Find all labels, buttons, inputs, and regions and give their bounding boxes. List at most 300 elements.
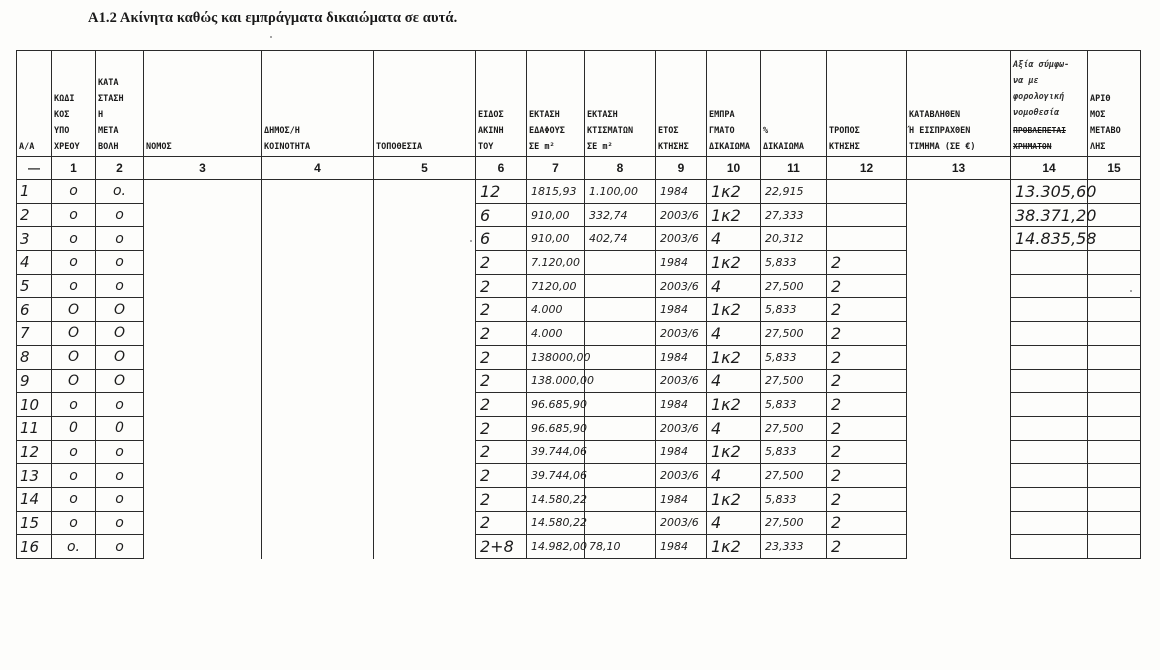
header-line: ΕΔΑΦΟΥΣ <box>529 126 565 136</box>
cell-ektasi-edafous: 96.685,90 <box>527 393 585 417</box>
header-line: ΚΟΙΝΟΤΗΤΑ <box>264 142 311 152</box>
cell-ektasi-ktismaton <box>585 369 656 393</box>
header-line: ΝΟΜΟΣ <box>146 142 172 152</box>
cell-ektasi-ktismaton: 402,74 <box>585 227 656 251</box>
cell-topothesia <box>374 298 476 322</box>
cell-axia: 13.305,60 <box>1011 180 1088 204</box>
cell-tropos <box>827 227 907 251</box>
column-number: 14 <box>1011 157 1088 180</box>
cell-topothesia <box>374 274 476 298</box>
cell-eidos: 6 <box>476 203 527 227</box>
cell-eidos: 2 <box>476 511 527 535</box>
cell-kodikos: o <box>52 251 96 275</box>
cell-kodikos: o <box>52 227 96 251</box>
cell-arithmos <box>1088 393 1141 417</box>
cell-ektasi-ktismaton <box>585 345 656 369</box>
cell-ektasi-ktismaton <box>585 251 656 275</box>
cell-katastasi: o <box>96 227 144 251</box>
cell-topothesia <box>374 203 476 227</box>
table-row <box>17 322 1141 346</box>
header-kodikos <box>52 51 96 157</box>
header-nomos <box>144 51 262 157</box>
header-line: ΚΤΙΣΜΑΤΩΝ <box>587 126 634 136</box>
cell-aa: 13 <box>17 464 52 488</box>
cell-pososto: 27,500 <box>761 322 827 346</box>
header-arithmos <box>1088 51 1141 157</box>
cell-aa: 9 <box>17 369 52 393</box>
cell-eidos: 2 <box>476 393 527 417</box>
header-ektasi-ktismaton <box>585 51 656 157</box>
header-line: ΜΟΣ <box>1090 110 1106 120</box>
cell-timima <box>907 487 1011 511</box>
column-number: — <box>17 157 52 180</box>
cell-empragmato: 1κ2 <box>707 203 761 227</box>
cell-etos: 1984 <box>656 298 707 322</box>
cell-timima <box>907 274 1011 298</box>
cell-topothesia <box>374 464 476 488</box>
cell-kodikos: o <box>52 203 96 227</box>
table-row <box>17 227 1141 251</box>
cell-katastasi: o <box>96 535 144 559</box>
cell-dimos <box>262 274 374 298</box>
header-line: ΕΚΤΑΣΗ <box>587 110 618 120</box>
cell-axia <box>1011 345 1088 369</box>
table-row <box>17 511 1141 535</box>
header-line: ΚΩΔΙ <box>54 94 75 104</box>
cell-arithmos <box>1088 416 1141 440</box>
cell-ektasi-ktismaton <box>585 322 656 346</box>
cell-tropos: 2 <box>827 440 907 464</box>
cell-aa: 11 <box>17 416 52 440</box>
column-number: 13 <box>907 157 1011 180</box>
header-handwritten-line: να με <box>1013 76 1039 86</box>
cell-ektasi-edafous: 1815,93 <box>527 180 585 204</box>
header-empragmato <box>707 51 761 157</box>
cell-topothesia <box>374 511 476 535</box>
cell-tropos: 2 <box>827 274 907 298</box>
cell-axia <box>1011 298 1088 322</box>
column-number: 5 <box>374 157 476 180</box>
cell-topothesia <box>374 369 476 393</box>
cell-timima <box>907 345 1011 369</box>
table-row <box>17 369 1141 393</box>
column-number: 9 <box>656 157 707 180</box>
header-aa <box>17 51 52 157</box>
cell-ektasi-edafous: 39.744,06 <box>527 464 585 488</box>
cell-eidos: 2+8 <box>476 535 527 559</box>
cell-tropos: 2 <box>827 345 907 369</box>
cell-nomos <box>144 393 262 417</box>
header-line: ΧΡΕΟΥ <box>54 142 80 152</box>
cell-aa: 12 <box>17 440 52 464</box>
header-line: ΚΟΣ <box>54 110 70 120</box>
cell-katastasi: 0 <box>96 416 144 440</box>
cell-aa: 10 <box>17 393 52 417</box>
cell-tropos: 2 <box>827 251 907 275</box>
cell-timima <box>907 416 1011 440</box>
cell-timima <box>907 180 1011 204</box>
cell-arithmos <box>1088 274 1141 298</box>
cell-ektasi-edafous: 138000,00 <box>527 345 585 369</box>
cell-ektasi-edafous: 7120,00 <box>527 274 585 298</box>
header-line: ΕΚΤΑΣΗ <box>529 110 560 120</box>
cell-ektasi-edafous: 910,00 <box>527 203 585 227</box>
cell-etos: 1984 <box>656 487 707 511</box>
cell-tropos: 2 <box>827 487 907 511</box>
cell-axia: 14.835,58 <box>1011 227 1088 251</box>
cell-topothesia <box>374 180 476 204</box>
header-line: Α/Α <box>19 142 35 152</box>
cell-pososto: 5,833 <box>761 298 827 322</box>
cell-tropos: 2 <box>827 464 907 488</box>
header-line: ΔΙΚΑΙΩΜΑ <box>709 142 750 152</box>
cell-pososto: 20,312 <box>761 227 827 251</box>
header-line: ΕΙΔΟΣ <box>478 110 504 120</box>
cell-ektasi-ktismaton: 1.100,00 <box>585 180 656 204</box>
cell-axia <box>1011 440 1088 464</box>
cell-eidos: 2 <box>476 345 527 369</box>
cell-etos: 2003/6 <box>656 274 707 298</box>
column-number: 3 <box>144 157 262 180</box>
cell-axia <box>1011 416 1088 440</box>
cell-tropos: 2 <box>827 322 907 346</box>
cell-aa: 4 <box>17 251 52 275</box>
cell-pososto: 22,915 <box>761 180 827 204</box>
table-row <box>17 416 1141 440</box>
header-eidos <box>476 51 527 157</box>
cell-eidos: 2 <box>476 322 527 346</box>
cell-ektasi-ktismaton <box>585 487 656 511</box>
column-number: 8 <box>585 157 656 180</box>
cell-etos: 2003/6 <box>656 369 707 393</box>
cell-katastasi: O <box>96 369 144 393</box>
column-number: 7 <box>527 157 585 180</box>
cell-nomos <box>144 345 262 369</box>
cell-ektasi-edafous: 39.744,06 <box>527 440 585 464</box>
header-line: ΒΟΛΗ <box>98 142 119 152</box>
cell-eidos: 2 <box>476 251 527 275</box>
cell-pososto: 5,833 <box>761 440 827 464</box>
header-dimos <box>262 51 374 157</box>
cell-kodikos: O <box>52 345 96 369</box>
cell-nomos <box>144 535 262 559</box>
scan-speck <box>270 36 272 38</box>
column-number: 6 <box>476 157 527 180</box>
cell-nomos <box>144 251 262 275</box>
header-line: ΓΜΑΤΟ <box>709 126 735 136</box>
table-row <box>17 203 1141 227</box>
table-row <box>17 251 1141 275</box>
cell-timima <box>907 298 1011 322</box>
cell-eidos: 12 <box>476 180 527 204</box>
cell-katastasi: o <box>96 464 144 488</box>
cell-dimos <box>262 487 374 511</box>
cell-pososto: 27,500 <box>761 511 827 535</box>
column-number: 11 <box>761 157 827 180</box>
cell-dimos <box>262 440 374 464</box>
cell-arithmos <box>1088 464 1141 488</box>
cell-axia <box>1011 393 1088 417</box>
header-line: ΥΠΟ <box>54 126 70 136</box>
table-row <box>17 274 1141 298</box>
header-line: ΕΤΟΣ <box>658 126 679 136</box>
cell-aa: 2 <box>17 203 52 227</box>
cell-nomos <box>144 511 262 535</box>
cell-pososto: 5,833 <box>761 345 827 369</box>
cell-topothesia <box>374 227 476 251</box>
cell-nomos <box>144 180 262 204</box>
header-axia <box>1011 51 1088 157</box>
cell-ektasi-ktismaton <box>585 464 656 488</box>
cell-aa: 7 <box>17 322 52 346</box>
cell-empragmato: 1κ2 <box>707 251 761 275</box>
cell-empragmato: 4 <box>707 464 761 488</box>
cell-kodikos: o <box>52 487 96 511</box>
header-line: ΚΑΤΑ <box>98 78 119 88</box>
header-line: ΛΗΣ <box>1090 142 1106 152</box>
cell-nomos <box>144 322 262 346</box>
cell-ektasi-ktismaton <box>585 298 656 322</box>
header-row <box>17 51 1141 157</box>
cell-dimos <box>262 180 374 204</box>
cell-tropos: 2 <box>827 393 907 417</box>
cell-axia: 38.371,20 <box>1011 203 1088 227</box>
cell-kodikos: o <box>52 440 96 464</box>
table-body <box>17 180 1141 559</box>
cell-katastasi: o. <box>96 180 144 204</box>
cell-etos: 1984 <box>656 440 707 464</box>
cell-empragmato: 4 <box>707 416 761 440</box>
cell-pososto: 27,500 <box>761 369 827 393</box>
header-line: ΤΡΟΠΟΣ <box>829 126 860 136</box>
cell-dimos <box>262 535 374 559</box>
cell-timima <box>907 393 1011 417</box>
cell-topothesia <box>374 393 476 417</box>
cell-aa: 16 <box>17 535 52 559</box>
header-line: ΜΕΤΑΒΟ <box>1090 126 1121 136</box>
header-pososto <box>761 51 827 157</box>
header-line: ΤΙΜΗΜΑ (ΣΕ €) <box>909 142 976 152</box>
assets-table <box>16 50 1141 559</box>
cell-eidos: 2 <box>476 369 527 393</box>
column-number: 15 <box>1088 157 1141 180</box>
cell-eidos: 2 <box>476 274 527 298</box>
table-row <box>17 487 1141 511</box>
cell-axia <box>1011 251 1088 275</box>
cell-topothesia <box>374 535 476 559</box>
cell-kodikos: o <box>52 511 96 535</box>
column-number: 12 <box>827 157 907 180</box>
cell-kodikos: o. <box>52 535 96 559</box>
table-row <box>17 298 1141 322</box>
header-handwritten-line: Αξία σύμφω- <box>1013 60 1070 70</box>
cell-empragmato: 1κ2 <box>707 487 761 511</box>
cell-katastasi: o <box>96 393 144 417</box>
cell-ektasi-ktismaton <box>585 274 656 298</box>
header-topothesia <box>374 51 476 157</box>
header-ektasi-edafous <box>527 51 585 157</box>
table-row <box>17 535 1141 559</box>
cell-aa: 5 <box>17 274 52 298</box>
header-timima <box>907 51 1011 157</box>
cell-ektasi-edafous: 4.000 <box>527 322 585 346</box>
cell-ektasi-ktismaton <box>585 440 656 464</box>
cell-eidos: 2 <box>476 464 527 488</box>
cell-axia <box>1011 322 1088 346</box>
scan-speck <box>1130 290 1132 292</box>
cell-empragmato: 1κ2 <box>707 180 761 204</box>
cell-arithmos <box>1088 251 1141 275</box>
cell-timima <box>907 464 1011 488</box>
cell-eidos: 2 <box>476 487 527 511</box>
table-row <box>17 393 1141 417</box>
cell-tropos: 2 <box>827 511 907 535</box>
cell-aa: 3 <box>17 227 52 251</box>
scan-speck <box>470 240 472 242</box>
cell-dimos <box>262 416 374 440</box>
cell-topothesia <box>374 345 476 369</box>
cell-axia <box>1011 274 1088 298</box>
cell-kodikos: o <box>52 393 96 417</box>
cell-empragmato: 4 <box>707 511 761 535</box>
cell-ektasi-edafous: 910,00 <box>527 227 585 251</box>
cell-dimos <box>262 345 374 369</box>
cell-pososto: 27,333 <box>761 203 827 227</box>
cell-dimos <box>262 203 374 227</box>
cell-kodikos: O <box>52 298 96 322</box>
header-line: ΔΗΜΟΣ/Η <box>264 126 300 136</box>
cell-etos: 2003/6 <box>656 416 707 440</box>
header-line: ΚΤΗΣΗΣ <box>829 142 860 152</box>
header-line: ΑΡΙΘ <box>1090 94 1111 104</box>
cell-pososto: 5,833 <box>761 487 827 511</box>
cell-topothesia <box>374 322 476 346</box>
cell-timima <box>907 322 1011 346</box>
cell-timima <box>907 369 1011 393</box>
cell-etos: 2003/6 <box>656 464 707 488</box>
cell-ektasi-ktismaton <box>585 511 656 535</box>
header-struck-text: ΠΡΟΒΛΕΠΕΤΑΙ ΧΡΗΜΑΤΟΝ <box>1013 126 1066 151</box>
cell-kodikos: O <box>52 369 96 393</box>
header-line: ΤΟΥ <box>478 142 494 152</box>
cell-katastasi: o <box>96 251 144 275</box>
column-number: 1 <box>52 157 96 180</box>
cell-etos: 2003/6 <box>656 322 707 346</box>
cell-dimos <box>262 393 374 417</box>
cell-aa: 15 <box>17 511 52 535</box>
cell-ektasi-edafous: 7.120,00 <box>527 251 585 275</box>
header-line: ΣΕ m² <box>529 142 555 152</box>
cell-etos: 1984 <box>656 251 707 275</box>
cell-timima <box>907 227 1011 251</box>
cell-arithmos <box>1088 535 1141 559</box>
cell-ektasi-ktismaton: 332,74 <box>585 203 656 227</box>
cell-arithmos <box>1088 345 1141 369</box>
cell-dimos <box>262 369 374 393</box>
cell-ektasi-edafous: 14.580,22 <box>527 487 585 511</box>
cell-etos: 1984 <box>656 393 707 417</box>
cell-kodikos: o <box>52 180 96 204</box>
header-line: Ή ΕΙΣΠΡΑΧΘΕΝ <box>909 126 971 136</box>
cell-katastasi: O <box>96 298 144 322</box>
cell-empragmato: 1κ2 <box>707 440 761 464</box>
cell-empragmato: 4 <box>707 274 761 298</box>
cell-dimos <box>262 322 374 346</box>
cell-timima <box>907 440 1011 464</box>
cell-timima <box>907 251 1011 275</box>
cell-ektasi-edafous: 96.685,90 <box>527 416 585 440</box>
cell-aa: 8 <box>17 345 52 369</box>
column-number: 10 <box>707 157 761 180</box>
cell-dimos <box>262 227 374 251</box>
cell-ektasi-edafous: 14.982,00 <box>527 535 585 559</box>
cell-tropos <box>827 203 907 227</box>
cell-timima <box>907 511 1011 535</box>
cell-katastasi: o <box>96 274 144 298</box>
cell-arithmos <box>1088 298 1141 322</box>
cell-nomos <box>144 203 262 227</box>
header-line: Η <box>98 110 104 120</box>
column-number: 4 <box>262 157 374 180</box>
cell-empragmato: 1κ2 <box>707 535 761 559</box>
cell-etos: 2003/6 <box>656 511 707 535</box>
cell-pososto: 5,833 <box>761 393 827 417</box>
header-line: ΣΤΑΣΗ <box>98 94 124 104</box>
header-line: ΔΙΚΑΙΩΜΑ <box>763 142 804 152</box>
cell-ektasi-edafous: 14.580,22 <box>527 511 585 535</box>
cell-ektasi-ktismaton <box>585 393 656 417</box>
cell-ektasi-ktismaton: 78,10 <box>585 535 656 559</box>
cell-empragmato: 1κ2 <box>707 298 761 322</box>
cell-katastasi: O <box>96 345 144 369</box>
cell-timima <box>907 535 1011 559</box>
cell-dimos <box>262 251 374 275</box>
cell-topothesia <box>374 416 476 440</box>
cell-topothesia <box>374 251 476 275</box>
cell-tropos: 2 <box>827 535 907 559</box>
cell-empragmato: 1κ2 <box>707 345 761 369</box>
cell-tropos: 2 <box>827 369 907 393</box>
cell-arithmos <box>1088 440 1141 464</box>
table-row <box>17 464 1141 488</box>
cell-ektasi-ktismaton <box>585 416 656 440</box>
cell-nomos <box>144 227 262 251</box>
cell-dimos <box>262 464 374 488</box>
cell-topothesia <box>374 487 476 511</box>
table-row <box>17 345 1141 369</box>
header-etos <box>656 51 707 157</box>
cell-katastasi: o <box>96 203 144 227</box>
cell-ektasi-edafous: 138.000,00 <box>527 369 585 393</box>
cell-nomos <box>144 274 262 298</box>
cell-aa: 1 <box>17 180 52 204</box>
cell-kodikos: O <box>52 322 96 346</box>
header-line: % <box>763 126 769 136</box>
cell-topothesia <box>374 440 476 464</box>
cell-nomos <box>144 487 262 511</box>
column-number: 2 <box>96 157 144 180</box>
header-line: ΤΟΠΟΘΕΣΙΑ <box>376 142 423 152</box>
table-row <box>17 180 1141 204</box>
cell-pososto: 5,833 <box>761 251 827 275</box>
cell-nomos <box>144 440 262 464</box>
header-katastasi <box>96 51 144 157</box>
cell-axia <box>1011 535 1088 559</box>
cell-arithmos <box>1088 511 1141 535</box>
cell-pososto: 23,333 <box>761 535 827 559</box>
cell-kodikos: o <box>52 274 96 298</box>
cell-axia <box>1011 464 1088 488</box>
